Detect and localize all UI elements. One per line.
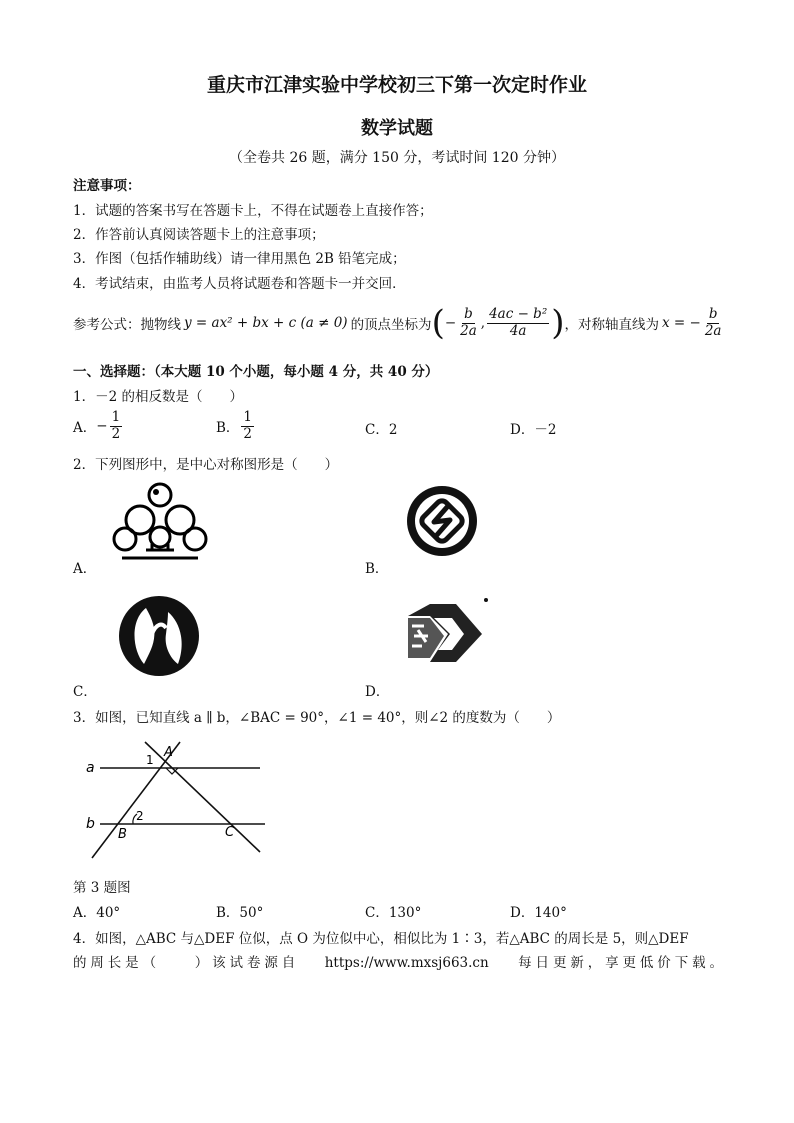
note-item: 4．考试结束，由监考人员将试题卷和答题卡一并交回． [73,276,406,292]
figure-d [400,596,494,672]
q2-option-d: D． [365,684,390,700]
axis-fraction: $\frac{b}{2a}$ [704,305,722,339]
page-subtitle: 数学试题 [361,118,433,139]
q1-option-a: A． − $\frac{1}{2}$ [73,408,121,442]
q3-option-a: A．40° [73,905,121,921]
q3-option-d: D．140° [510,905,567,921]
notes-heading: 注意事项： [73,178,141,194]
parabola-equation: y = ax² + bx + c (a ≠ 0) [184,315,348,331]
q3-stem: 3．如图，已知直线 a ∥ b，∠BAC = 90°，∠1 = 40°，则∠2 的度数为（ ） [73,710,561,726]
left-paren-glyph: ( [431,303,445,343]
vertex-x-fraction: $\frac{b}{2a}$ [460,305,477,339]
note-item: 1．试题的答案书写在答题卡上，不得在试题卷上直接作答； [73,203,433,219]
q1-option-c: C．2 [365,422,398,438]
vertex-y-fraction: $\frac{\text{4ac − b²}}{4a}$ [489,305,548,339]
figure-a [108,482,212,562]
note-item: 3．作图（包括作辅助线）请一律用黑色 2B 铅笔完成； [73,251,406,267]
reference-formula: 参考公式：抛物线 y = ax² + bx + c (a ≠ 0) 的顶点坐标为 ( − $\frac{b}{2a}$ , $\frac{\text{4ac − b²}}{4a}$ ) ，对称轴直线为 x = − $\frac{b}{2a}$ [73,303,722,343]
label-a: a [86,760,95,776]
note-item: 2．作答前认真阅读答题卡上的注意事项； [73,227,325,243]
exam-info: （全卷共 26 题，满分 150 分，考试时间 120 分钟） [229,150,565,166]
page-title: 重庆市江津实验中学校初三下第一次定时作业 [206,74,587,96]
formula-axis-text: ，对称轴直线为 [564,317,659,333]
label-b: b [86,816,95,832]
q3-option-b: B．50° [216,905,264,921]
q1-option-d: D．－2 [510,422,557,438]
right-paren-glyph: ) [551,303,565,343]
q3-figure-caption: 第 3 题图 [73,880,131,896]
q1-option-b: B． $\frac{1}{2}$ [216,408,253,442]
label-C: C [225,825,235,840]
label-B: B [118,827,127,842]
label-angle-2: 2 [136,809,144,823]
formula-vertex-text: 的顶点坐标为 [350,317,432,333]
figure-b [404,484,480,558]
q2-option-b: B． [365,561,389,577]
q2-option-c: C． [73,684,97,700]
q1-stem: 1．－2 的相反数是（ ） [73,389,243,405]
q4-stem-line2: 的周长是（ ）该试卷源自 https://www.mxsj663.cn 每日更新，享更低价下载。 [73,955,723,971]
q2-option-a: A． [73,561,97,577]
q4-stem-line1: 4．如图，△ABC 与△DEF 位似，点 O 为位似中心，相似比为 1∶3，若△ABC 的周长是 5，则△DEF [73,931,689,947]
q2-stem: 2．下列图形中，是中心对称图形是（ ） [73,457,339,473]
figure-c [116,594,202,678]
label-A: A [164,745,173,760]
label-angle-1: 1 [146,753,154,767]
q3-option-c: C．130° [365,905,422,921]
q3-figure [80,734,270,864]
section-heading: 一、选择题：（本大题 10 个小题，每小题 4 分，共 40 分） [73,364,439,380]
formula-prefix: 参考公式：抛物线 [73,317,181,333]
axis-equation: x = − [662,315,701,331]
